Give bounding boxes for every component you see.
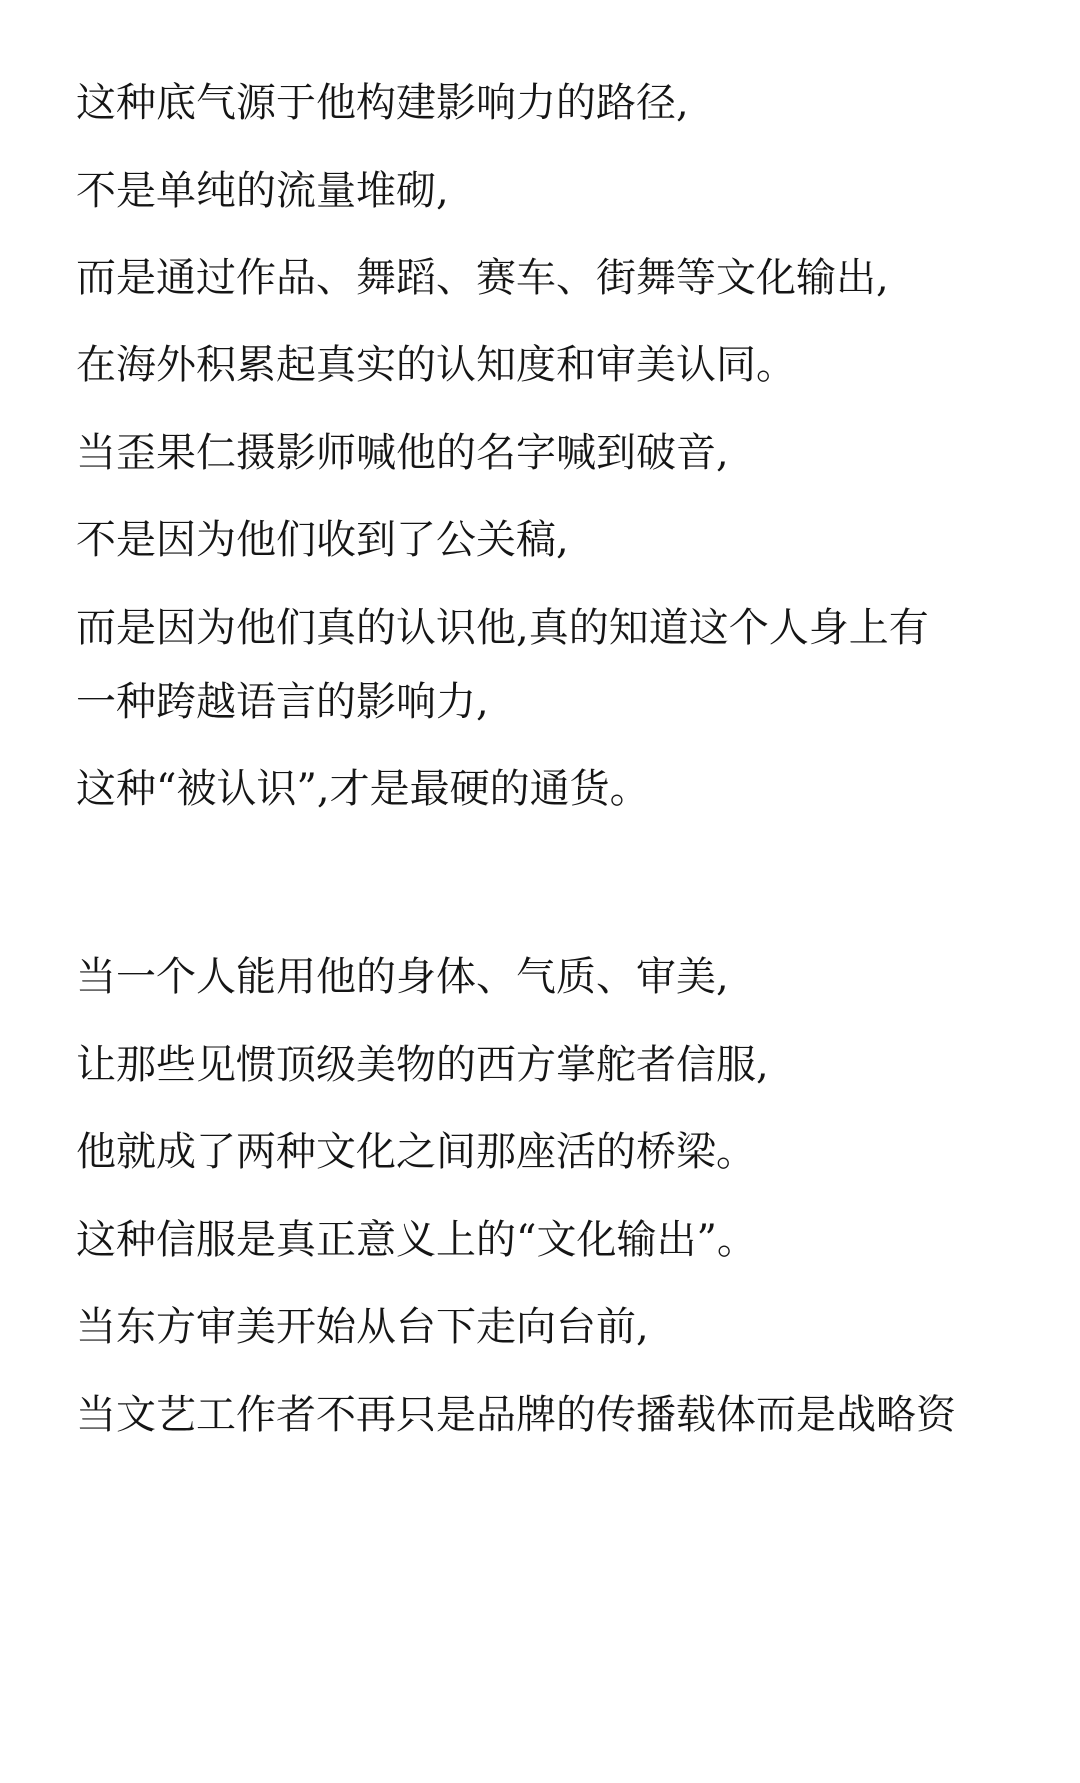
text-line-12: 他就成了两种文化之间那座活的桥梁。 (76, 1129, 756, 1175)
text-line-6: 不是因为他们收到了公关稿, (76, 517, 569, 563)
text-line-15: 当文艺工作者不再只是品牌的传播载体而是战略资 (76, 1392, 956, 1438)
text-line-3: 而是通过作品、舞蹈、赛车、街舞等文化输出, (76, 255, 889, 301)
text-line-10: 当一个人能用他的身体、气质、审美, (76, 954, 729, 1000)
text-line-8: 一种跨越语言的影响力, (76, 679, 489, 725)
text-line-4: 在海外积累起真实的认知度和审美认同。 (76, 342, 796, 388)
text-line-1: 这种底气源于他构建影响力的路径, (76, 80, 689, 126)
text-line-14: 当东方审美开始从台下走向台前, (76, 1304, 649, 1350)
text-line-13: 这种信服是真正意义上的“文化输出”。 (76, 1217, 757, 1263)
text-line-7: 而是因为他们真的认识他,真的知道这个人身上有 (76, 605, 929, 651)
text-line-5: 当歪果仁摄影师喊他的名字喊到破音, (76, 430, 729, 476)
text-line-11: 让那些见惯顶级美物的西方掌舵者信服, (76, 1042, 769, 1088)
text-line-9: 这种“被认识”,才是最硬的通货。 (76, 766, 650, 812)
text-line-2: 不是单纯的流量堆砌, (76, 168, 449, 214)
